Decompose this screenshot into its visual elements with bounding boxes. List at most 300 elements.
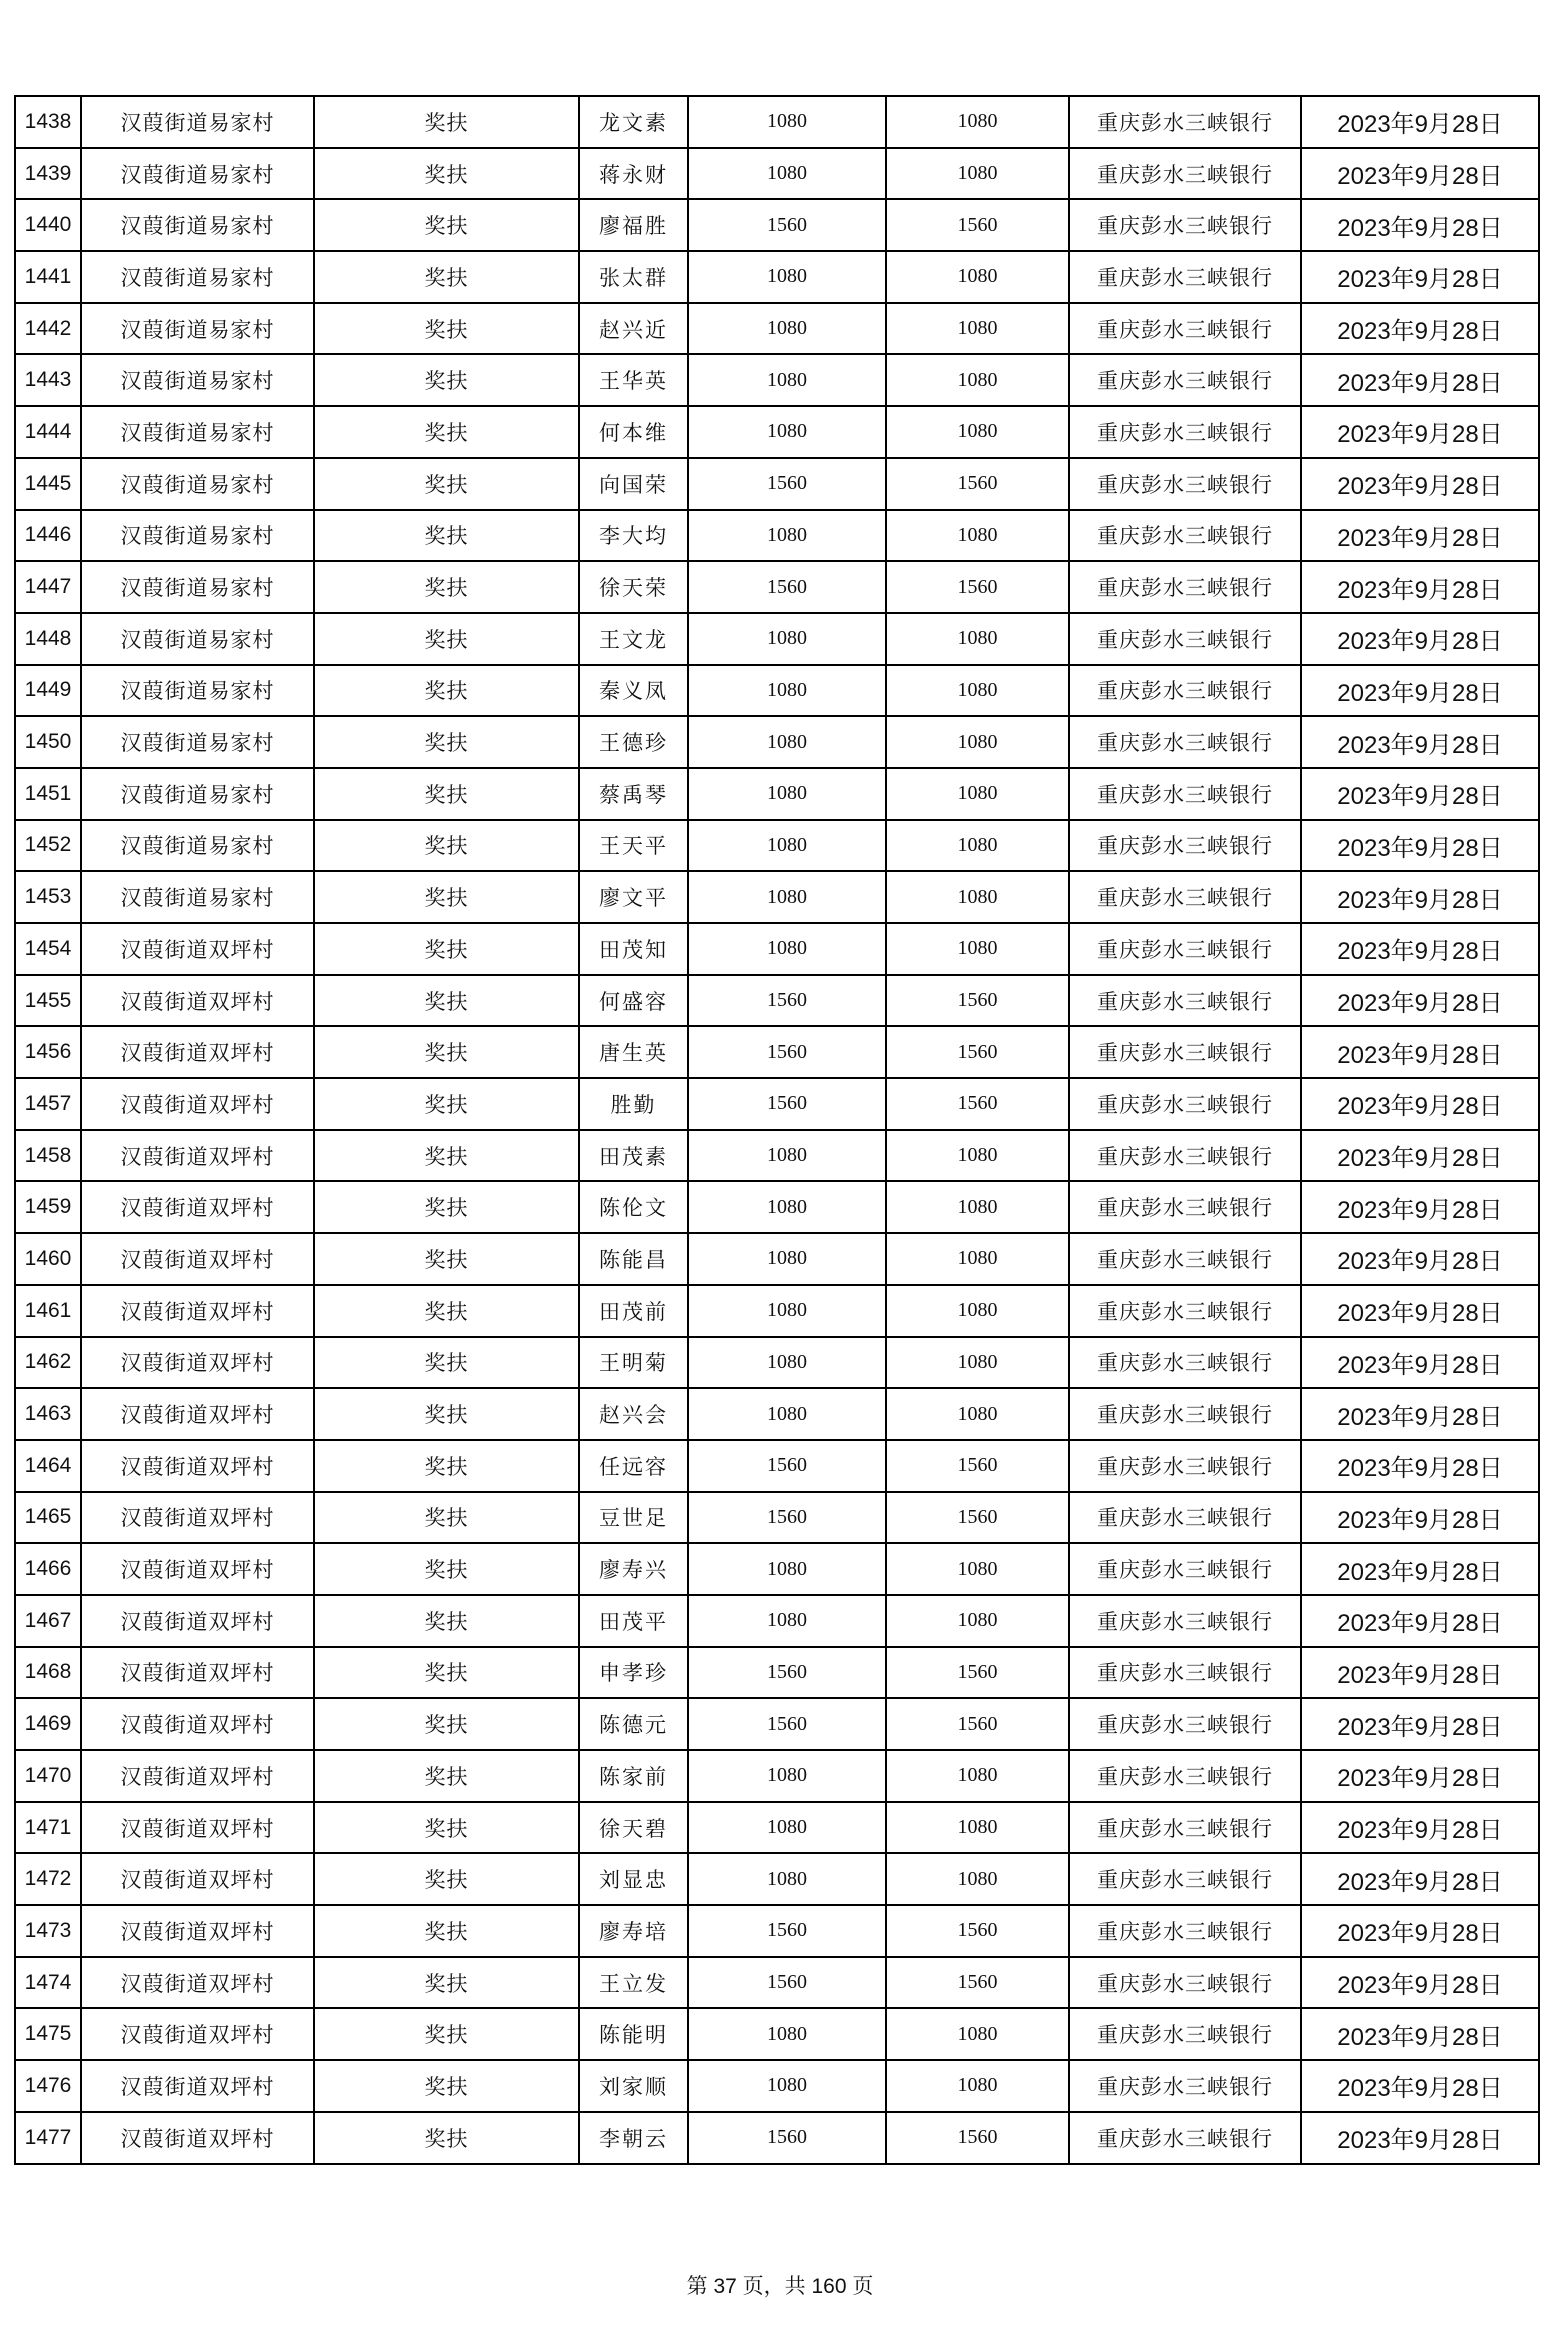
cell-person-name: 李大均	[579, 510, 688, 562]
cell-bank: 重庆彭水三峡银行	[1069, 1440, 1301, 1492]
table-row	[15, 458, 1539, 510]
cell-village: 汉葭街道双坪村	[81, 975, 314, 1027]
cell-bank: 重庆彭水三峡银行	[1069, 975, 1301, 1027]
cell-row-number: 1443	[15, 354, 81, 406]
cell-village: 汉葭街道易家村	[81, 613, 314, 665]
cell-row-number: 1470	[15, 1750, 81, 1802]
table-row	[15, 1698, 1539, 1750]
cell-date: 2023年9月28日	[1301, 1543, 1539, 1595]
cell-date: 2023年9月28日	[1301, 354, 1539, 406]
table-row	[15, 665, 1539, 717]
table-row	[15, 148, 1539, 200]
table-row	[15, 199, 1539, 251]
cell-amount-paid: 1560	[886, 458, 1069, 510]
cell-village: 汉葭街道双坪村	[81, 1750, 314, 1802]
cell-amount-due: 1560	[688, 1905, 886, 1957]
cell-amount-due: 1560	[688, 1957, 886, 2009]
cell-row-number: 1475	[15, 2008, 81, 2060]
cell-amount-paid: 1080	[886, 2060, 1069, 2112]
cell-person-name: 任远容	[579, 1440, 688, 1492]
cell-amount-paid: 1080	[886, 768, 1069, 820]
cell-row-number: 1463	[15, 1388, 81, 1440]
cell-village: 汉葭街道双坪村	[81, 1802, 314, 1854]
cell-subsidy-type: 奖扶	[314, 768, 579, 820]
cell-date: 2023年9月28日	[1301, 458, 1539, 510]
cell-subsidy-type: 奖扶	[314, 1130, 579, 1182]
cell-amount-due: 1080	[688, 406, 886, 458]
cell-village: 汉葭街道双坪村	[81, 923, 314, 975]
cell-person-name: 陈能昌	[579, 1233, 688, 1285]
cell-person-name: 何本维	[579, 406, 688, 458]
cell-amount-paid: 1560	[886, 1440, 1069, 1492]
cell-amount-due: 1080	[688, 251, 886, 303]
cell-amount-due: 1080	[688, 510, 886, 562]
cell-village: 汉葭街道双坪村	[81, 1026, 314, 1078]
cell-person-name: 王立发	[579, 1957, 688, 2009]
cell-amount-paid: 1080	[886, 613, 1069, 665]
cell-bank: 重庆彭水三峡银行	[1069, 303, 1301, 355]
cell-subsidy-type: 奖扶	[314, 1233, 579, 1285]
table-row	[15, 2060, 1539, 2112]
cell-person-name: 田茂平	[579, 1595, 688, 1647]
cell-amount-due: 1080	[688, 1130, 886, 1182]
cell-village: 汉葭街道易家村	[81, 665, 314, 717]
table-row	[15, 1802, 1539, 1854]
cell-person-name: 田茂素	[579, 1130, 688, 1182]
cell-date: 2023年9月28日	[1301, 1337, 1539, 1389]
cell-subsidy-type: 奖扶	[314, 2112, 579, 2164]
cell-person-name: 徐天碧	[579, 1802, 688, 1854]
table-row	[15, 561, 1539, 613]
cell-row-number: 1457	[15, 1078, 81, 1130]
cell-bank: 重庆彭水三峡银行	[1069, 1647, 1301, 1699]
cell-amount-paid: 1080	[886, 96, 1069, 148]
cell-amount-due: 1080	[688, 303, 886, 355]
cell-amount-paid: 1560	[886, 1698, 1069, 1750]
cell-row-number: 1464	[15, 1440, 81, 1492]
cell-village: 汉葭街道双坪村	[81, 1181, 314, 1233]
cell-bank: 重庆彭水三峡银行	[1069, 1337, 1301, 1389]
cell-amount-paid: 1560	[886, 2112, 1069, 2164]
cell-amount-due: 1080	[688, 1337, 886, 1389]
cell-amount-paid: 1080	[886, 665, 1069, 717]
cell-village: 汉葭街道易家村	[81, 561, 314, 613]
table-row	[15, 1181, 1539, 1233]
cell-village: 汉葭街道易家村	[81, 303, 314, 355]
cell-village: 汉葭街道双坪村	[81, 1388, 314, 1440]
cell-person-name: 王文龙	[579, 613, 688, 665]
payment-table	[14, 95, 1540, 2165]
cell-row-number: 1472	[15, 1853, 81, 1905]
cell-row-number: 1474	[15, 1957, 81, 2009]
cell-village: 汉葭街道易家村	[81, 716, 314, 768]
cell-row-number: 1477	[15, 2112, 81, 2164]
cell-bank: 重庆彭水三峡银行	[1069, 1802, 1301, 1854]
cell-subsidy-type: 奖扶	[314, 975, 579, 1027]
cell-village: 汉葭街道双坪村	[81, 1130, 314, 1182]
cell-person-name: 王华英	[579, 354, 688, 406]
cell-date: 2023年9月28日	[1301, 1853, 1539, 1905]
cell-amount-due: 1080	[688, 2008, 886, 2060]
cell-subsidy-type: 奖扶	[314, 199, 579, 251]
cell-row-number: 1476	[15, 2060, 81, 2112]
cell-amount-due: 1080	[688, 96, 886, 148]
table-row	[15, 1233, 1539, 1285]
payment-table-body	[15, 96, 1539, 2164]
cell-person-name: 向国荣	[579, 458, 688, 510]
cell-row-number: 1439	[15, 148, 81, 200]
cell-date: 2023年9月28日	[1301, 975, 1539, 1027]
cell-amount-paid: 1560	[886, 975, 1069, 1027]
table-row	[15, 820, 1539, 872]
cell-row-number: 1452	[15, 820, 81, 872]
cell-bank: 重庆彭水三峡银行	[1069, 354, 1301, 406]
table-row	[15, 1285, 1539, 1337]
cell-subsidy-type: 奖扶	[314, 2008, 579, 2060]
page-footer	[0, 2270, 1560, 2300]
table-row	[15, 1853, 1539, 1905]
cell-village: 汉葭街道双坪村	[81, 2060, 314, 2112]
cell-date: 2023年9月28日	[1301, 1802, 1539, 1854]
cell-person-name: 胜勤	[579, 1078, 688, 1130]
cell-bank: 重庆彭水三峡银行	[1069, 1698, 1301, 1750]
cell-village: 汉葭街道易家村	[81, 510, 314, 562]
cell-date: 2023年9月28日	[1301, 1130, 1539, 1182]
cell-bank: 重庆彭水三峡银行	[1069, 613, 1301, 665]
cell-bank: 重庆彭水三峡银行	[1069, 1957, 1301, 2009]
cell-subsidy-type: 奖扶	[314, 1388, 579, 1440]
cell-amount-paid: 1080	[886, 1543, 1069, 1595]
cell-person-name: 蒋永财	[579, 148, 688, 200]
cell-amount-paid: 1560	[886, 1078, 1069, 1130]
cell-date: 2023年9月28日	[1301, 2112, 1539, 2164]
cell-bank: 重庆彭水三峡银行	[1069, 1078, 1301, 1130]
cell-date: 2023年9月28日	[1301, 199, 1539, 251]
cell-date: 2023年9月28日	[1301, 1595, 1539, 1647]
table-row	[15, 406, 1539, 458]
cell-village: 汉葭街道易家村	[81, 251, 314, 303]
cell-date: 2023年9月28日	[1301, 716, 1539, 768]
cell-bank: 重庆彭水三峡银行	[1069, 96, 1301, 148]
cell-person-name: 王明菊	[579, 1337, 688, 1389]
cell-subsidy-type: 奖扶	[314, 510, 579, 562]
cell-subsidy-type: 奖扶	[314, 1957, 579, 2009]
cell-row-number: 1465	[15, 1492, 81, 1544]
cell-person-name: 张太群	[579, 251, 688, 303]
cell-date: 2023年9月28日	[1301, 1078, 1539, 1130]
cell-person-name: 陈伦文	[579, 1181, 688, 1233]
cell-subsidy-type: 奖扶	[314, 96, 579, 148]
cell-amount-due: 1560	[688, 1440, 886, 1492]
cell-row-number: 1445	[15, 458, 81, 510]
cell-village: 汉葭街道双坪村	[81, 2008, 314, 2060]
cell-amount-due: 1080	[688, 1853, 886, 1905]
cell-amount-paid: 1560	[886, 1647, 1069, 1699]
cell-amount-due: 1080	[688, 1595, 886, 1647]
cell-row-number: 1473	[15, 1905, 81, 1957]
cell-subsidy-type: 奖扶	[314, 458, 579, 510]
cell-subsidy-type: 奖扶	[314, 665, 579, 717]
table-row	[15, 1492, 1539, 1544]
cell-bank: 重庆彭水三峡银行	[1069, 1543, 1301, 1595]
cell-subsidy-type: 奖扶	[314, 2060, 579, 2112]
cell-subsidy-type: 奖扶	[314, 406, 579, 458]
cell-row-number: 1449	[15, 665, 81, 717]
table-row	[15, 2112, 1539, 2164]
cell-date: 2023年9月28日	[1301, 406, 1539, 458]
table-row	[15, 975, 1539, 1027]
cell-bank: 重庆彭水三峡银行	[1069, 1285, 1301, 1337]
cell-village: 汉葭街道双坪村	[81, 1957, 314, 2009]
cell-person-name: 陈能明	[579, 2008, 688, 2060]
cell-person-name: 王天平	[579, 820, 688, 872]
cell-village: 汉葭街道易家村	[81, 96, 314, 148]
cell-row-number: 1466	[15, 1543, 81, 1595]
cell-amount-paid: 1080	[886, 1337, 1069, 1389]
cell-person-name: 廖寿培	[579, 1905, 688, 1957]
cell-village: 汉葭街道双坪村	[81, 1698, 314, 1750]
cell-bank: 重庆彭水三峡银行	[1069, 2112, 1301, 2164]
cell-amount-due: 1560	[688, 2112, 886, 2164]
cell-row-number: 1468	[15, 1647, 81, 1699]
cell-row-number: 1462	[15, 1337, 81, 1389]
cell-village: 汉葭街道双坪村	[81, 1647, 314, 1699]
cell-subsidy-type: 奖扶	[314, 820, 579, 872]
cell-village: 汉葭街道易家村	[81, 406, 314, 458]
cell-bank: 重庆彭水三峡银行	[1069, 1026, 1301, 1078]
table-row	[15, 251, 1539, 303]
cell-person-name: 赵兴会	[579, 1388, 688, 1440]
cell-date: 2023年9月28日	[1301, 613, 1539, 665]
table-row	[15, 303, 1539, 355]
cell-date: 2023年9月28日	[1301, 1647, 1539, 1699]
cell-row-number: 1451	[15, 768, 81, 820]
cell-subsidy-type: 奖扶	[314, 1337, 579, 1389]
cell-subsidy-type: 奖扶	[314, 1853, 579, 1905]
cell-amount-due: 1080	[688, 1388, 886, 1440]
table-row	[15, 1647, 1539, 1699]
cell-amount-paid: 1080	[886, 1853, 1069, 1905]
cell-amount-paid: 1560	[886, 1905, 1069, 1957]
cell-row-number: 1441	[15, 251, 81, 303]
cell-amount-due: 1080	[688, 1181, 886, 1233]
cell-row-number: 1450	[15, 716, 81, 768]
cell-bank: 重庆彭水三峡银行	[1069, 1130, 1301, 1182]
cell-subsidy-type: 奖扶	[314, 1905, 579, 1957]
cell-date: 2023年9月28日	[1301, 1285, 1539, 1337]
table-row	[15, 1026, 1539, 1078]
cell-village: 汉葭街道易家村	[81, 458, 314, 510]
cell-bank: 重庆彭水三峡银行	[1069, 1492, 1301, 1544]
cell-bank: 重庆彭水三峡银行	[1069, 716, 1301, 768]
cell-amount-paid: 1560	[886, 1957, 1069, 2009]
cell-amount-due: 1080	[688, 665, 886, 717]
cell-subsidy-type: 奖扶	[314, 1285, 579, 1337]
cell-row-number: 1458	[15, 1130, 81, 1182]
cell-amount-due: 1080	[688, 613, 886, 665]
cell-amount-paid: 1080	[886, 1130, 1069, 1182]
cell-date: 2023年9月28日	[1301, 1957, 1539, 2009]
cell-bank: 重庆彭水三峡银行	[1069, 820, 1301, 872]
table-row	[15, 923, 1539, 975]
cell-person-name: 龙文素	[579, 96, 688, 148]
cell-amount-paid: 1560	[886, 561, 1069, 613]
cell-row-number: 1440	[15, 199, 81, 251]
table-row	[15, 613, 1539, 665]
cell-person-name: 秦义凤	[579, 665, 688, 717]
table-row	[15, 1595, 1539, 1647]
cell-bank: 重庆彭水三峡银行	[1069, 2060, 1301, 2112]
cell-bank: 重庆彭水三峡银行	[1069, 768, 1301, 820]
cell-row-number: 1438	[15, 96, 81, 148]
cell-bank: 重庆彭水三峡银行	[1069, 458, 1301, 510]
cell-person-name: 陈德元	[579, 1698, 688, 1750]
cell-amount-due: 1560	[688, 561, 886, 613]
cell-amount-paid: 1080	[886, 1181, 1069, 1233]
cell-amount-due: 1560	[688, 1647, 886, 1699]
cell-date: 2023年9月28日	[1301, 96, 1539, 148]
cell-person-name: 唐生英	[579, 1026, 688, 1078]
cell-subsidy-type: 奖扶	[314, 613, 579, 665]
cell-village: 汉葭街道双坪村	[81, 1078, 314, 1130]
cell-amount-paid: 1560	[886, 1492, 1069, 1544]
cell-date: 2023年9月28日	[1301, 923, 1539, 975]
cell-subsidy-type: 奖扶	[314, 1698, 579, 1750]
cell-amount-paid: 1080	[886, 510, 1069, 562]
cell-row-number: 1461	[15, 1285, 81, 1337]
cell-amount-paid: 1080	[886, 1285, 1069, 1337]
cell-subsidy-type: 奖扶	[314, 1543, 579, 1595]
cell-subsidy-type: 奖扶	[314, 716, 579, 768]
cell-person-name: 王德珍	[579, 716, 688, 768]
cell-bank: 重庆彭水三峡银行	[1069, 510, 1301, 562]
cell-amount-paid: 1080	[886, 1595, 1069, 1647]
cell-date: 2023年9月28日	[1301, 1026, 1539, 1078]
cell-amount-paid: 1080	[886, 1750, 1069, 1802]
cell-person-name: 陈家前	[579, 1750, 688, 1802]
table-row	[15, 1130, 1539, 1182]
cell-village: 汉葭街道双坪村	[81, 1595, 314, 1647]
cell-amount-due: 1080	[688, 2060, 886, 2112]
cell-amount-paid: 1080	[886, 303, 1069, 355]
cell-amount-paid: 1080	[886, 251, 1069, 303]
cell-amount-paid: 1080	[886, 1233, 1069, 1285]
cell-amount-due: 1080	[688, 354, 886, 406]
cell-date: 2023年9月28日	[1301, 251, 1539, 303]
cell-bank: 重庆彭水三峡银行	[1069, 199, 1301, 251]
cell-subsidy-type: 奖扶	[314, 1647, 579, 1699]
cell-date: 2023年9月28日	[1301, 665, 1539, 717]
cell-row-number: 1467	[15, 1595, 81, 1647]
cell-date: 2023年9月28日	[1301, 1233, 1539, 1285]
cell-bank: 重庆彭水三峡银行	[1069, 1595, 1301, 1647]
cell-row-number: 1459	[15, 1181, 81, 1233]
cell-subsidy-type: 奖扶	[314, 1078, 579, 1130]
cell-village: 汉葭街道易家村	[81, 871, 314, 923]
cell-bank: 重庆彭水三峡银行	[1069, 2008, 1301, 2060]
cell-amount-due: 1080	[688, 871, 886, 923]
cell-amount-due: 1080	[688, 1543, 886, 1595]
cell-date: 2023年9月28日	[1301, 303, 1539, 355]
table-row	[15, 1078, 1539, 1130]
cell-village: 汉葭街道双坪村	[81, 2112, 314, 2164]
table-row	[15, 2008, 1539, 2060]
cell-amount-due: 1560	[688, 199, 886, 251]
cell-date: 2023年9月28日	[1301, 820, 1539, 872]
cell-village: 汉葭街道易家村	[81, 199, 314, 251]
cell-row-number: 1447	[15, 561, 81, 613]
cell-subsidy-type: 奖扶	[314, 923, 579, 975]
cell-village: 汉葭街道双坪村	[81, 1905, 314, 1957]
page-indicator: 第 37 页，共 160 页	[686, 2275, 874, 2298]
cell-subsidy-type: 奖扶	[314, 1440, 579, 1492]
cell-row-number: 1455	[15, 975, 81, 1027]
cell-date: 2023年9月28日	[1301, 1698, 1539, 1750]
cell-amount-paid: 1080	[886, 716, 1069, 768]
cell-village: 汉葭街道双坪村	[81, 1543, 314, 1595]
cell-person-name: 徐天荣	[579, 561, 688, 613]
cell-person-name: 刘家顺	[579, 2060, 688, 2112]
cell-subsidy-type: 奖扶	[314, 1492, 579, 1544]
cell-amount-due: 1560	[688, 1026, 886, 1078]
cell-amount-due: 1080	[688, 1802, 886, 1854]
cell-date: 2023年9月28日	[1301, 1440, 1539, 1492]
cell-person-name: 田茂知	[579, 923, 688, 975]
cell-amount-paid: 1080	[886, 1802, 1069, 1854]
cell-date: 2023年9月28日	[1301, 1750, 1539, 1802]
cell-amount-paid: 1080	[886, 354, 1069, 406]
cell-subsidy-type: 奖扶	[314, 561, 579, 613]
cell-bank: 重庆彭水三峡银行	[1069, 1853, 1301, 1905]
cell-person-name: 豆世足	[579, 1492, 688, 1544]
cell-person-name: 李朝云	[579, 2112, 688, 2164]
cell-amount-due: 1080	[688, 923, 886, 975]
cell-row-number: 1453	[15, 871, 81, 923]
cell-amount-due: 1560	[688, 1492, 886, 1544]
table-row	[15, 716, 1539, 768]
cell-subsidy-type: 奖扶	[314, 1595, 579, 1647]
cell-amount-paid: 1560	[886, 199, 1069, 251]
cell-village: 汉葭街道双坪村	[81, 1440, 314, 1492]
cell-amount-due: 1560	[688, 1078, 886, 1130]
table-row	[15, 1957, 1539, 2009]
cell-village: 汉葭街道易家村	[81, 768, 314, 820]
cell-subsidy-type: 奖扶	[314, 303, 579, 355]
cell-person-name: 廖寿兴	[579, 1543, 688, 1595]
cell-date: 2023年9月28日	[1301, 1181, 1539, 1233]
table-row	[15, 354, 1539, 406]
cell-person-name: 廖福胜	[579, 199, 688, 251]
cell-bank: 重庆彭水三峡银行	[1069, 1181, 1301, 1233]
cell-bank: 重庆彭水三峡银行	[1069, 1388, 1301, 1440]
cell-subsidy-type: 奖扶	[314, 1802, 579, 1854]
table-row	[15, 1388, 1539, 1440]
cell-person-name: 田茂前	[579, 1285, 688, 1337]
cell-date: 2023年9月28日	[1301, 148, 1539, 200]
cell-bank: 重庆彭水三峡银行	[1069, 148, 1301, 200]
cell-bank: 重庆彭水三峡银行	[1069, 1750, 1301, 1802]
cell-date: 2023年9月28日	[1301, 1492, 1539, 1544]
cell-row-number: 1469	[15, 1698, 81, 1750]
cell-amount-due: 1080	[688, 1750, 886, 1802]
cell-row-number: 1442	[15, 303, 81, 355]
cell-subsidy-type: 奖扶	[314, 251, 579, 303]
table-row	[15, 1543, 1539, 1595]
cell-village: 汉葭街道双坪村	[81, 1337, 314, 1389]
cell-date: 2023年9月28日	[1301, 561, 1539, 613]
cell-subsidy-type: 奖扶	[314, 148, 579, 200]
cell-bank: 重庆彭水三峡银行	[1069, 251, 1301, 303]
